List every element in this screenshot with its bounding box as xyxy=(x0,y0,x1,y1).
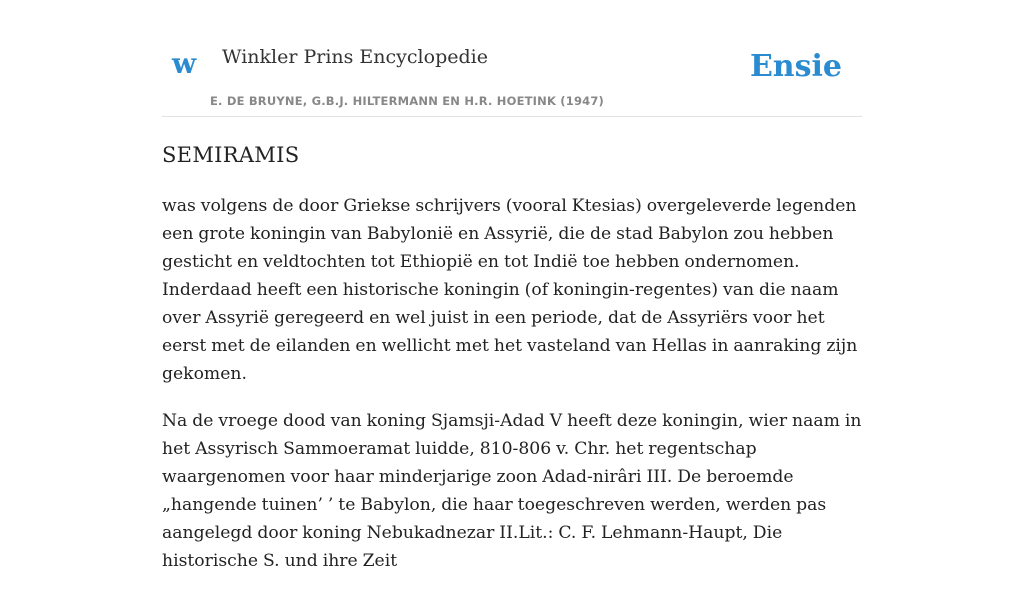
article xyxy=(162,140,862,594)
article-paragraph: Na de vroege dood van koning Sjamsji-Adad V heeft deze koningin, wier naam in het Assyrisch Sammoeramat luidde, 810-806 v. Chr. het regentschap waargenomen voor haar minderjarige zoon Adad-nirâri III. De beroemde „hangende tuinen’ ’ te Babylon, die haar toegeschreven werden, werden pas aangelegd door koning Nebukadnezar II.Lit.: C. F. Lehmann-Haupt, Die historische S. und ihre Zeit xyxy=(162,411,862,571)
article-paragraph: was volgens de door Griekse schrijvers (vooral Ktesias) overgeleverde legenden een grote koningin van Babylonië en Assyrië, die de stad Babylon zou hebben gesticht en veldtochten tot Ethiopië en tot Indië toe hebben ondernomen. Inderdaad heeft een historische koningin (of koningin-regentes) van die naam over Assyrië geregeerd en wel juist in een periode, dat de Assyriërs voor het eerst met de eilanden en wellicht met het vasteland van Hellas in aanraking zijn gekomen. xyxy=(162,196,858,384)
publication-authors: E. DE BRUYNE, G.B.J. HILTERMANN EN H.R. HOETINK (1947) xyxy=(210,94,605,108)
publication-title[interactable]: Winkler Prins Encyclopedie xyxy=(222,46,488,68)
publication-logo[interactable]: w xyxy=(172,47,197,80)
brand-logo[interactable]: Ensie xyxy=(749,49,842,84)
site-header xyxy=(162,0,862,117)
article-title: SEMIRAMIS xyxy=(162,143,300,167)
